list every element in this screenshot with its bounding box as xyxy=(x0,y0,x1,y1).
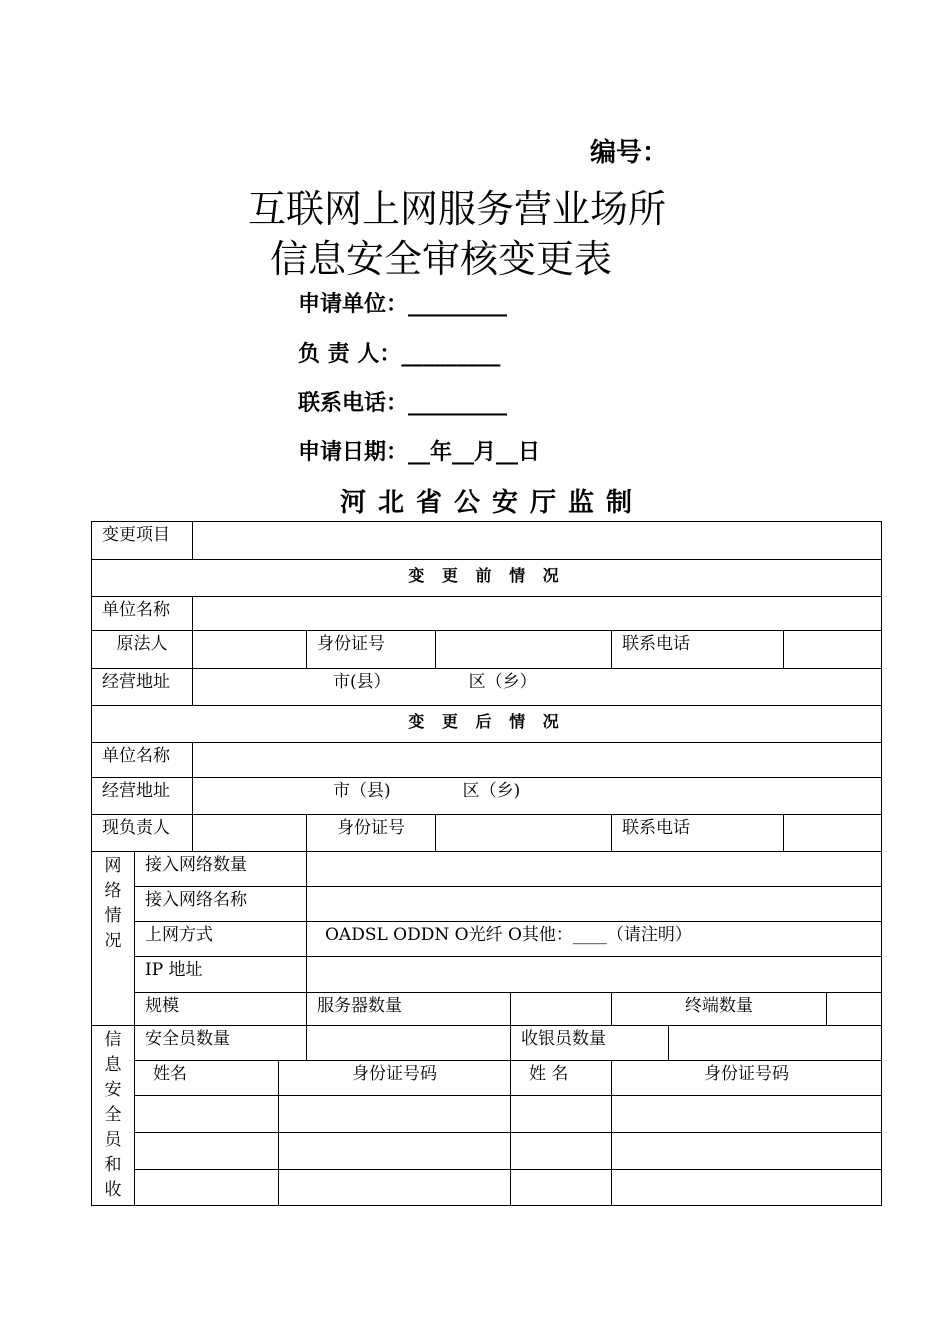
terminal-count-input[interactable] xyxy=(827,993,882,1026)
table-row xyxy=(92,743,882,778)
former-legal-input[interactable] xyxy=(193,631,307,669)
security-staff-count-input[interactable] xyxy=(307,1026,511,1061)
form-title-line2: 信息安全审核变更表 xyxy=(270,237,613,281)
table-row xyxy=(92,852,882,887)
table-row xyxy=(92,993,882,1026)
applicant-unit-field[interactable]: 申请单位：_________ xyxy=(298,292,508,317)
after-change-section: 变 更 后 情 况 xyxy=(92,706,882,743)
security-section-label: 信 息 安 全 员 和 收 xyxy=(92,1026,135,1206)
business-address-label-after: 经营地址 xyxy=(92,778,193,815)
id-number-input-before[interactable] xyxy=(436,631,612,669)
city-county-text: 市（县) xyxy=(333,781,391,801)
network-section-label: 网 络 情 况 xyxy=(92,852,135,1026)
business-address-input-after[interactable] xyxy=(193,778,882,815)
district-town-text: 区（乡） xyxy=(468,672,537,692)
table-row xyxy=(92,1132,882,1170)
current-person-input[interactable] xyxy=(193,815,307,852)
change-item-label: 变更项目 xyxy=(92,522,193,560)
table-row xyxy=(92,597,882,631)
serial-number-label: 编号： xyxy=(590,138,669,168)
contact-phone-label-before: 联系电话 xyxy=(612,631,784,669)
id-number-input-after[interactable] xyxy=(436,815,612,852)
staff-id-cell[interactable] xyxy=(279,1096,511,1133)
before-change-section: 变 更 前 情 况 xyxy=(92,560,882,597)
unit-name-label-before: 单位名称 xyxy=(92,597,193,631)
person-in-charge-field[interactable]: 负 责 人：_________ xyxy=(298,342,501,367)
contact-phone-field[interactable]: 联系电话：_________ xyxy=(298,391,508,416)
access-method-label: 上网方式 xyxy=(135,922,307,957)
access-name-input[interactable] xyxy=(307,887,882,922)
table-row xyxy=(92,887,882,922)
ip-address-label: IP 地址 xyxy=(135,957,307,993)
access-method-options[interactable]: OADSL ODDN O光纤 O其他：____（请注明） xyxy=(307,922,882,957)
staff-name-cell[interactable] xyxy=(135,1170,279,1206)
staff-id-cell[interactable] xyxy=(612,1132,882,1170)
server-count-input[interactable] xyxy=(511,993,612,1026)
staff-id-cell[interactable] xyxy=(612,1096,882,1133)
table-row xyxy=(92,706,882,743)
staff-name-cell[interactable] xyxy=(511,1170,612,1206)
staff-name-cell[interactable] xyxy=(135,1096,279,1133)
table-row xyxy=(92,631,882,669)
id-number-label-after: 身份证号 xyxy=(307,815,436,852)
apply-date-field[interactable]: 申请日期：__年__月__日 xyxy=(298,440,541,465)
table-row xyxy=(92,522,882,560)
table-row xyxy=(92,1096,882,1133)
ip-address-input[interactable] xyxy=(307,957,882,993)
current-person-label: 现负责人 xyxy=(92,815,193,852)
security-staff-count-label: 安全员数量 xyxy=(135,1026,307,1061)
unit-name-input-after[interactable] xyxy=(193,743,882,778)
contact-phone-input-after[interactable] xyxy=(784,815,882,852)
table-row xyxy=(92,815,882,852)
staff-id-header-right: 身份证号码 xyxy=(612,1060,882,1096)
staff-name-cell[interactable] xyxy=(135,1132,279,1170)
table-row xyxy=(92,922,882,957)
access-count-label: 接入网络数量 xyxy=(135,852,307,887)
staff-name-header-left: 姓名 xyxy=(135,1060,279,1096)
staff-name-cell[interactable] xyxy=(511,1132,612,1170)
table-row xyxy=(92,778,882,815)
change-item-input[interactable] xyxy=(193,522,882,560)
form-title-line1: 互联网上网服务营业场所 xyxy=(248,187,667,231)
unit-name-input-before[interactable] xyxy=(193,597,882,631)
table-row xyxy=(92,1170,882,1206)
staff-id-cell[interactable] xyxy=(612,1170,882,1206)
staff-id-header-left: 身份证号码 xyxy=(279,1060,511,1096)
business-address-label-before: 经营地址 xyxy=(92,669,193,706)
scale-label: 规模 xyxy=(135,993,307,1026)
business-address-input-before[interactable] xyxy=(193,669,882,706)
contact-phone-label-after: 联系电话 xyxy=(612,815,784,852)
table-row xyxy=(92,1026,882,1061)
contact-phone-input-before[interactable] xyxy=(784,631,882,669)
staff-id-cell[interactable] xyxy=(279,1132,511,1170)
table-row xyxy=(92,957,882,993)
change-form-table xyxy=(91,521,882,1206)
former-legal-label: 原法人 xyxy=(92,631,193,669)
access-count-input[interactable] xyxy=(307,852,882,887)
district-town-text: 区（乡) xyxy=(462,781,521,801)
access-name-label: 接入网络名称 xyxy=(135,887,307,922)
staff-name-cell[interactable] xyxy=(511,1096,612,1133)
staff-name-header-right: 姓 名 xyxy=(511,1060,612,1096)
terminal-count-label: 终端数量 xyxy=(612,993,827,1026)
id-number-label-before: 身份证号 xyxy=(307,631,436,669)
cashier-count-label: 收银员数量 xyxy=(511,1026,669,1061)
cashier-count-input[interactable] xyxy=(669,1026,882,1061)
table-row xyxy=(92,560,882,597)
city-county-text: 市(县） xyxy=(333,672,391,692)
unit-name-label-after: 单位名称 xyxy=(92,743,193,778)
table-row xyxy=(92,1060,882,1096)
issuer-label: 河北省公安厅监制 xyxy=(340,488,645,518)
table-row xyxy=(92,669,882,706)
server-count-label: 服务器数量 xyxy=(307,993,511,1026)
staff-id-cell[interactable] xyxy=(279,1170,511,1206)
